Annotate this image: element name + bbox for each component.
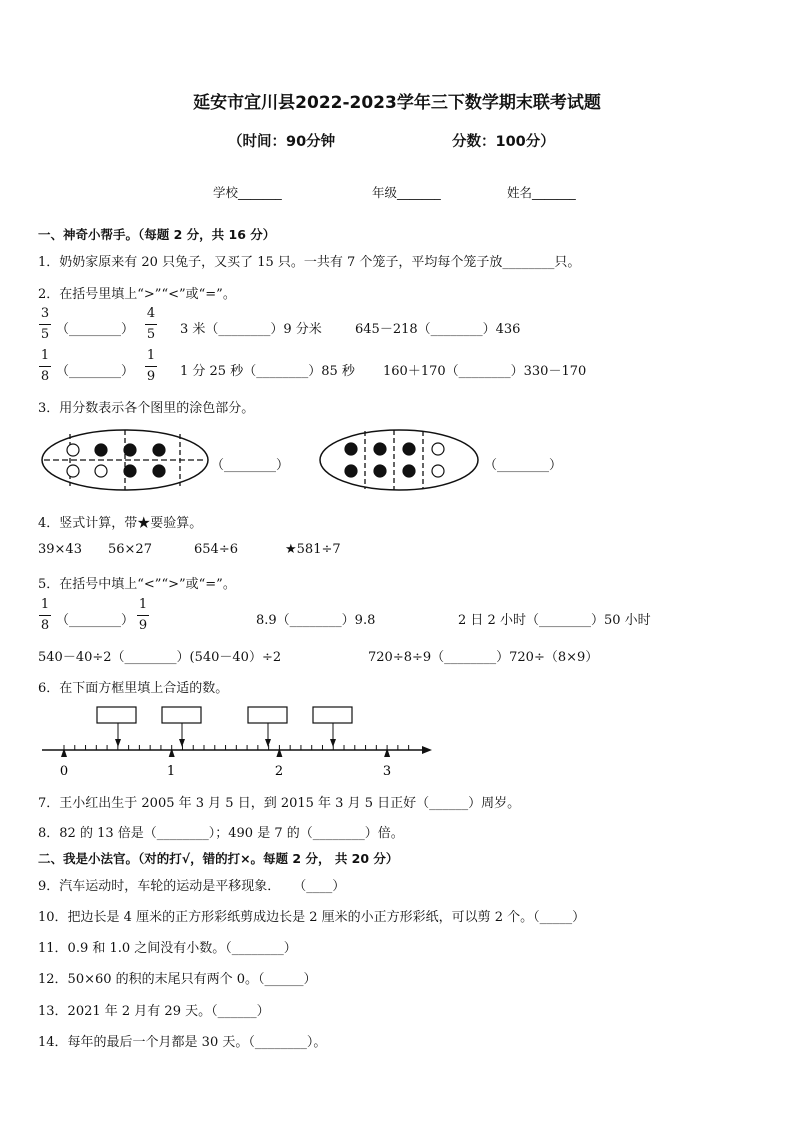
- empty-circle: [95, 465, 107, 477]
- axis-label-0: 0: [59, 764, 69, 779]
- numerator: 4: [146, 306, 156, 321]
- answer-blank: （________）: [56, 364, 135, 379]
- down-arrow-icon: [115, 739, 121, 747]
- numerator: 3: [40, 306, 50, 321]
- question-6-stem: 6．在下面方框里填上合适的数。: [38, 681, 229, 696]
- answer-blank: （________）: [484, 458, 563, 473]
- filled-circle: [403, 465, 415, 477]
- calc-item: 39×43: [38, 542, 82, 557]
- down-arrow-icon: [330, 739, 336, 747]
- denominator: 8: [40, 369, 50, 384]
- question-1: 1．奶奶家原来有 20 只兔子，又买了 15 只。一共有 7 个笼子，平均每个笼子放________只。: [38, 255, 581, 270]
- compare-item: 720÷8÷9（________）720÷（8×9）: [368, 650, 599, 665]
- question-13: 13．2021 年 2 月有 29 天。（______）: [38, 1004, 270, 1019]
- name-field: 姓名_______: [507, 185, 576, 200]
- grade-field: 年级_______: [372, 185, 441, 200]
- denominator: 8: [40, 618, 50, 633]
- denominator: 9: [138, 618, 148, 633]
- fraction: [136, 597, 150, 634]
- filled-circle: [153, 444, 165, 456]
- filled-circle: [345, 465, 357, 477]
- filled-circle: [124, 444, 136, 456]
- empty-circle: [67, 465, 79, 477]
- question-12: 12．50×60 的积的末尾只有两个 0。（______）: [38, 972, 317, 987]
- answer-blank: （________）: [56, 322, 135, 337]
- question-2-stem: 2．在括号里填上“>”“<”或“=”。: [38, 287, 236, 302]
- axis-label-3: 3: [382, 764, 392, 779]
- question-11: 11．0.9 和 1.0 之间没有小数。（________）: [38, 941, 297, 956]
- fraction: [38, 306, 52, 343]
- numerator: 1: [138, 597, 148, 612]
- down-arrow-icon: [265, 739, 271, 747]
- page-title: 延安市宜川县2022-2023学年三下数学期末联考试题: [193, 93, 601, 113]
- answer-box: [313, 707, 352, 723]
- answer-box: [162, 707, 201, 723]
- answer-box: [97, 707, 136, 723]
- oval-figure-2: [318, 428, 480, 492]
- compare-item: 3 米（________）9 分米: [180, 322, 322, 337]
- calc-item: 56×27: [108, 542, 152, 557]
- filled-circle: [95, 444, 107, 456]
- fraction: [144, 306, 158, 343]
- axis-label-1: 1: [166, 764, 176, 779]
- school-field: 学校_______: [213, 185, 282, 200]
- compare-item: 645－218（________）436: [355, 322, 521, 337]
- fraction: [144, 348, 158, 385]
- numerator: 1: [40, 597, 50, 612]
- question-9: 9．汽车运动时，车轮的运动是平移现象． （____）: [38, 879, 346, 894]
- down-arrow-icon: [179, 739, 185, 747]
- denominator: 5: [40, 327, 50, 342]
- question-14: 14．每年的最后一个月都是 30 天。（________）。: [38, 1035, 327, 1050]
- filled-circle: [403, 443, 415, 455]
- compare-item: 8.9（________）9.8: [256, 613, 376, 628]
- filled-circle: [345, 443, 357, 455]
- calc-item: 654÷6: [194, 542, 238, 557]
- filled-circle: [374, 465, 386, 477]
- numerator: 1: [146, 348, 156, 363]
- numerator: 1: [40, 348, 50, 363]
- axis-label-2: 2: [274, 764, 284, 779]
- section-heading-2: 二、我是小法官。（对的打√，错的打×。每题 2 分， 共 20 分）: [38, 851, 399, 866]
- denominator: 9: [146, 369, 156, 384]
- compare-item: 1 分 25 秒（________）85 秒: [180, 364, 355, 379]
- filled-circle: [374, 443, 386, 455]
- compare-item: 2 日 2 小时（________）50 小时: [458, 613, 651, 628]
- filled-circle: [124, 465, 136, 477]
- compare-item: 540－40÷2（________）(540－40）÷2: [38, 650, 282, 665]
- question-5-stem: 5．在括号中填上“<”“>”或“=”。: [38, 577, 236, 592]
- exam-score: 分数：100分）: [452, 134, 555, 150]
- question-7: 7．王小红出生于 2005 年 3 月 5 日，到 2015 年 3 月 5 日正好（______）周岁。: [38, 796, 521, 811]
- answer-box: [248, 707, 287, 723]
- empty-circle: [432, 465, 444, 477]
- fraction: [38, 597, 52, 634]
- denominator: 5: [146, 327, 156, 342]
- section-heading-1: 一、神奇小帮手。（每题 2 分，共 16 分）: [38, 227, 276, 242]
- empty-circle: [432, 443, 444, 455]
- answer-blank: （________）: [211, 458, 290, 473]
- calc-item: ★581÷7: [285, 542, 341, 557]
- exam-time: （时间：90分钟: [228, 134, 336, 150]
- question-8: 8．82 的 13 倍是（________）；490 是 7 的（________）倍。: [38, 826, 404, 841]
- answer-blank: （________）: [56, 613, 135, 628]
- fraction: [38, 348, 52, 385]
- question-3-stem: 3．用分数表示各个图里的涂色部分。: [38, 401, 255, 416]
- filled-circle: [153, 465, 165, 477]
- question-10: 10．把边长是 4 厘米的正方形彩纸剪成边长是 2 厘米的小正方形彩纸，可以剪 2 个。（_____）: [38, 910, 586, 925]
- compare-item: 160＋170（________）330－170: [383, 364, 587, 379]
- number-line: [38, 700, 438, 782]
- question-4-stem: 4．竖式计算，带★要验算。: [38, 516, 203, 531]
- oval-figure-1: [40, 428, 210, 492]
- empty-circle: [67, 444, 79, 456]
